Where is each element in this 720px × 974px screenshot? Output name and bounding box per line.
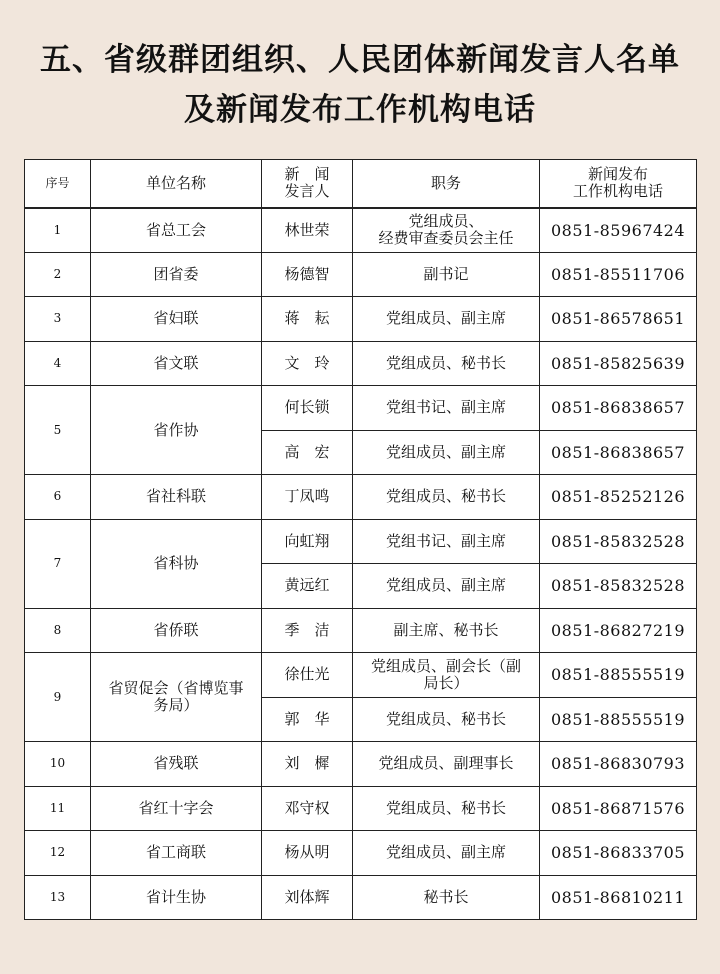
cell-phone: 0851-86838657 (540, 386, 697, 431)
cell-position: 党组成员、秘书长 (353, 341, 540, 386)
cell-unit: 省贸促会（省博览事 务局） (91, 653, 262, 742)
page-title-line-1: 五、省级群团组织、人民团体新闻发言人名单 (40, 42, 680, 78)
cell-no: 6 (25, 475, 91, 520)
cell-phone: 0851-86810211 (540, 875, 697, 920)
cell-phone: 0851-85967424 (540, 208, 697, 253)
cell-spokesperson: 蒋 耘 (262, 297, 353, 342)
table-row (25, 386, 697, 431)
cell-spokesperson: 刘体辉 (262, 875, 353, 920)
cell-spokesperson: 郭 华 (262, 697, 353, 742)
header-phone-line-2: 工作机构电话 (572, 182, 663, 201)
table-row (25, 341, 697, 386)
table-row (25, 475, 697, 520)
cell-position: 副书记 (353, 252, 540, 297)
cell-phone: 0851-85252126 (540, 475, 697, 520)
table-row (25, 519, 697, 564)
cell-position: 党组成员、副理事长 (353, 742, 540, 787)
cell-unit: 省妇联 (91, 297, 262, 342)
cell-phone: 0851-86871576 (540, 786, 697, 831)
cell-phone: 0851-86833705 (540, 831, 697, 876)
cell-phone: 0851-85511706 (540, 252, 697, 297)
header-position: 职务 (353, 160, 540, 208)
cell-unit: 团省委 (91, 252, 262, 297)
cell-phone: 0851-85832528 (540, 519, 697, 564)
cell-spokesperson: 徐仕光 (262, 653, 353, 698)
cell-position: 党组成员、秘书长 (353, 697, 540, 742)
cell-spokesperson: 黄远红 (262, 564, 353, 609)
table-row (25, 653, 697, 698)
cell-no: 5 (25, 386, 91, 475)
cell-unit: 省文联 (91, 341, 262, 386)
cell-no: 10 (25, 742, 91, 787)
table-body (25, 208, 697, 920)
cell-phone: 0851-85825639 (540, 341, 697, 386)
cell-position: 党组成员、副主席 (353, 564, 540, 609)
cell-position: 秘书长 (353, 875, 540, 920)
cell-no: 12 (25, 831, 91, 876)
cell-unit: 省残联 (91, 742, 262, 787)
cell-no: 7 (25, 519, 91, 608)
cell-unit: 省红十字会 (91, 786, 262, 831)
cell-spokesperson: 季 洁 (262, 608, 353, 653)
table-row (25, 831, 697, 876)
table-row (25, 252, 697, 297)
cell-position: 党组书记、副主席 (353, 386, 540, 431)
table-row (25, 742, 697, 787)
cell-phone: 0851-86827219 (540, 608, 697, 653)
cell-no: 2 (25, 252, 91, 297)
cell-unit: 省社科联 (91, 475, 262, 520)
cell-unit: 省科协 (91, 519, 262, 608)
header-spokesperson (262, 160, 353, 208)
cell-spokesperson: 向虹翔 (262, 519, 353, 564)
cell-position: 党组成员、副主席 (353, 831, 540, 876)
cell-unit: 省计生协 (91, 875, 262, 920)
cell-phone: 0851-88555519 (540, 653, 697, 698)
table-row (25, 875, 697, 920)
cell-phone: 0851-86830793 (540, 742, 697, 787)
table-header-row (25, 160, 697, 208)
cell-spokesperson: 邓守权 (262, 786, 353, 831)
cell-no: 3 (25, 297, 91, 342)
cell-spokesperson: 林世荣 (262, 208, 353, 253)
cell-no: 8 (25, 608, 91, 653)
cell-spokesperson: 高 宏 (262, 430, 353, 475)
cell-unit: 省总工会 (91, 208, 262, 253)
cell-spokesperson: 杨德智 (262, 252, 353, 297)
header-unit: 单位名称 (91, 160, 262, 208)
cell-position: 党组成员、秘书长 (353, 786, 540, 831)
cell-unit: 省侨联 (91, 608, 262, 653)
cell-phone: 0851-86578651 (540, 297, 697, 342)
cell-position: 党组成员、副主席 (353, 430, 540, 475)
cell-unit: 省工商联 (91, 831, 262, 876)
table-row (25, 208, 697, 253)
cell-unit: 省作协 (91, 386, 262, 475)
cell-no: 11 (25, 786, 91, 831)
header-phone-line-1: 新闻发布 (587, 165, 648, 184)
header-phone (540, 160, 697, 208)
header-spokesperson-line-2: 发言人 (284, 182, 330, 201)
cell-spokesperson: 文 玲 (262, 341, 353, 386)
cell-phone: 0851-86838657 (540, 430, 697, 475)
cell-phone: 0851-85832528 (540, 564, 697, 609)
header-no: 序号 (25, 160, 91, 208)
cell-no: 9 (25, 653, 91, 742)
cell-position: 党组成员、 经费审查委员会主任 (353, 208, 540, 253)
header-spokesperson-line-1: 新 闻 (284, 165, 330, 184)
cell-position: 副主席、秘书长 (353, 608, 540, 653)
cell-spokesperson: 丁凤鸣 (262, 475, 353, 520)
cell-no: 4 (25, 341, 91, 386)
cell-phone: 0851-88555519 (540, 697, 697, 742)
cell-position: 党组成员、秘书长 (353, 475, 540, 520)
table-row (25, 608, 697, 653)
table-row (25, 297, 697, 342)
table-row (25, 786, 697, 831)
cell-spokesperson: 杨从明 (262, 831, 353, 876)
spokesperson-table (24, 159, 697, 920)
cell-position: 党组书记、副主席 (353, 519, 540, 564)
cell-spokesperson: 刘 樨 (262, 742, 353, 787)
cell-position: 党组成员、副会长（副 局长） (353, 653, 540, 698)
cell-position: 党组成员、副主席 (353, 297, 540, 342)
cell-no: 13 (25, 875, 91, 920)
cell-no: 1 (25, 208, 91, 253)
page-title-line-2: 及新闻发布工作机构电话 (184, 92, 536, 128)
cell-spokesperson: 何长锁 (262, 386, 353, 431)
